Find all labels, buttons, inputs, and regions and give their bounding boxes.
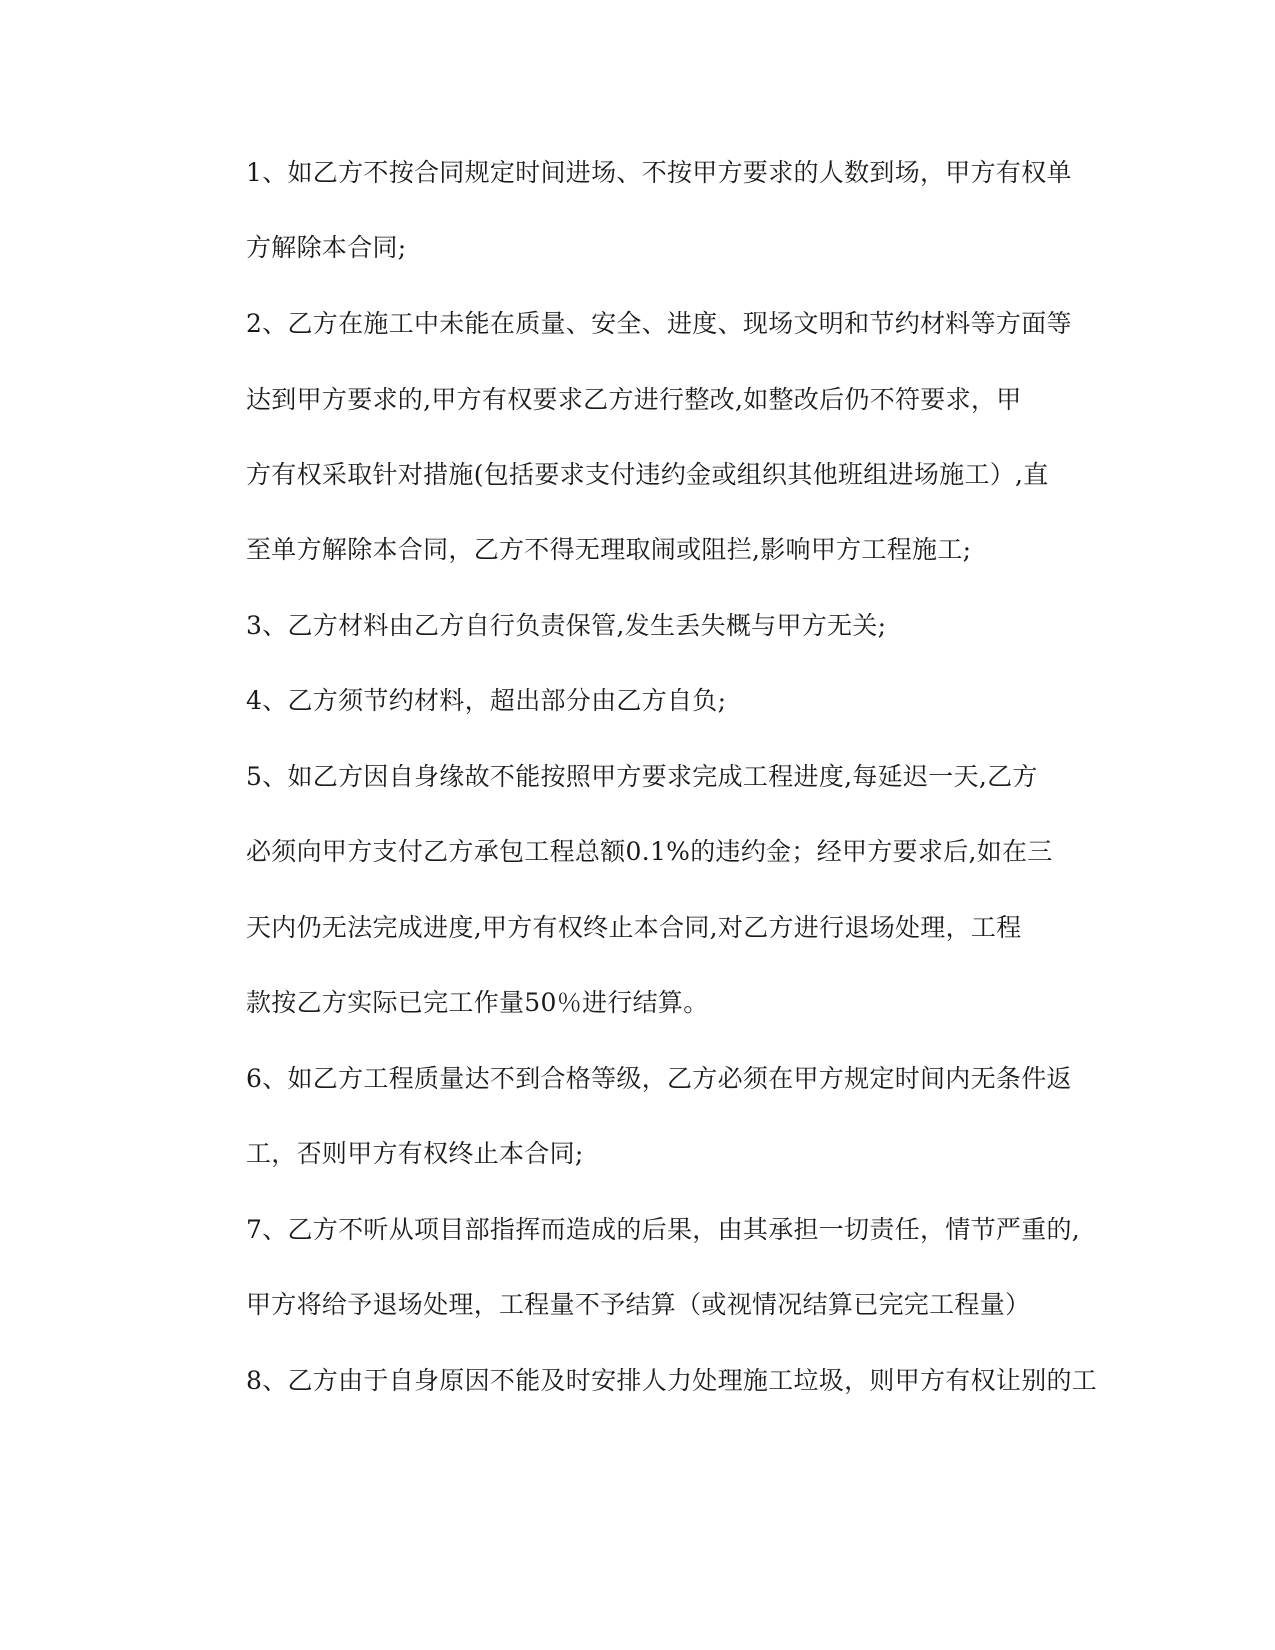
clause-2-line-3: 方有权采取针对措施(包括要求支付违约金或组织其他班组进场施工）,直 bbox=[246, 460, 1049, 489]
clause-7-line-1: 7、乙方不听从项目部指挥而造成的后果，由其承担一切责任，情节严重的, bbox=[246, 1215, 1081, 1244]
clause-2-line-2: 达到甲方要求的,甲方有权要求乙方进行整改,如整改后仍不符要求，甲 bbox=[246, 385, 1022, 414]
clause-6-line-1: 6、如乙方工程质量达不到合格等级，乙方必须在甲方规定时间内无条件返 bbox=[246, 1064, 1072, 1093]
clause-5-line-2: 必须向甲方支付乙方承包工程总额0.1%的违约金；经甲方要求后,如在三 bbox=[246, 837, 1053, 866]
clause-1-line-2: 方解除本合同; bbox=[246, 233, 407, 262]
clause-2-line-1: 2、乙方在施工中未能在质量、安全、进度、现场文明和节约材料等方面等 bbox=[246, 309, 1072, 338]
clause-7-line-2: 甲方将给予退场处理，工程量不予结算（或视情况结算已完完工程量） bbox=[246, 1290, 1031, 1319]
clause-2-line-4: 至单方解除本合同，乙方不得无理取闹或阻拦,影响甲方工程施工; bbox=[246, 535, 972, 564]
clause-8-line-1: 8、乙方由于自身原因不能及时安排人力处理施工垃圾，则甲方有权让别的工 bbox=[246, 1366, 1098, 1395]
clause-1-line-1: 1、如乙方不按合同规定时间进场、不按甲方要求的人数到场，甲方有权单 bbox=[246, 158, 1072, 187]
clause-5-line-4: 款按乙方实际已完工作量50％进行结算。 bbox=[246, 988, 709, 1017]
clause-5-line-3: 天内仍无法完成进度,甲方有权终止本合同,对乙方进行退场处理，工程 bbox=[246, 913, 1022, 942]
clause-6-line-2: 工，否则甲方有权终止本合同; bbox=[246, 1139, 584, 1168]
clause-4-line-1: 4、乙方须节约材料，超出部分由乙方自负; bbox=[246, 686, 727, 715]
clause-3-line-1: 3、乙方材料由乙方自行负责保管,发生丢失概与甲方无关; bbox=[246, 611, 887, 640]
clause-5-line-1: 5、如乙方因自身缘故不能按照甲方要求完成工程进度,每延迟一天,乙方 bbox=[246, 762, 1038, 791]
